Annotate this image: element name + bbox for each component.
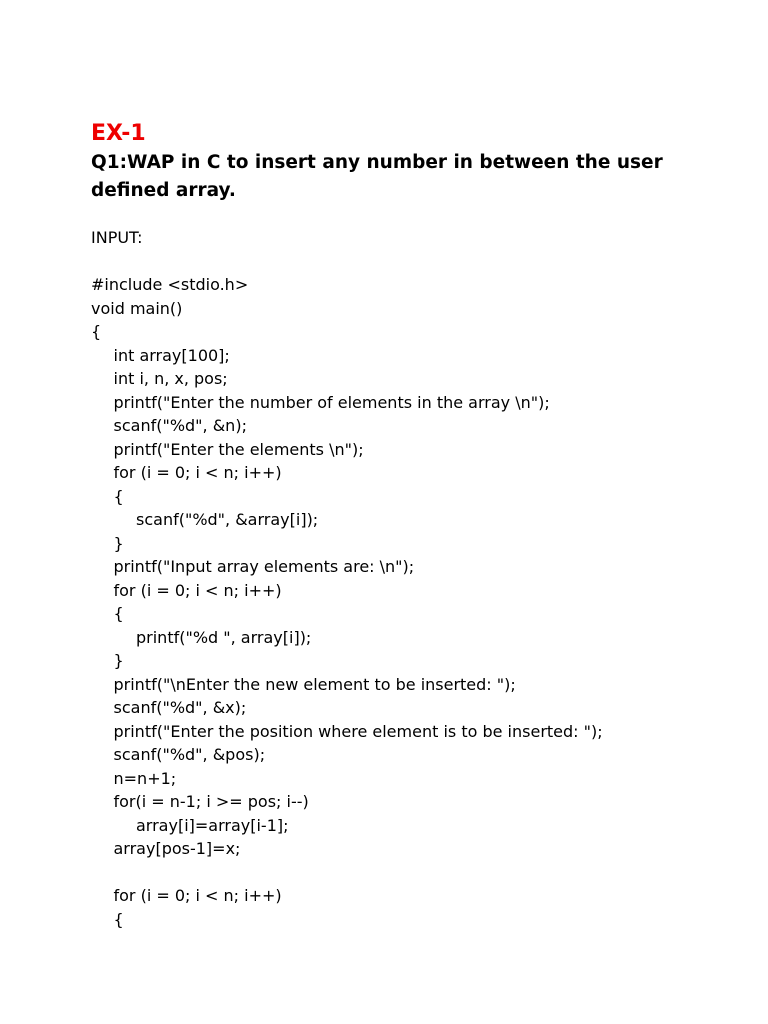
code-line: for(i = n-1; i >= pos; i--) (113, 792, 309, 811)
code-line: { (113, 909, 124, 929)
code-line: { (113, 486, 124, 506)
code-line: for (i = 0; i < n; i++) (113, 580, 282, 600)
input-label: INPUT: (91, 228, 143, 247)
code-line: scanf("%d", &pos); (113, 745, 266, 764)
code-line: } (113, 651, 124, 670)
code-line (91, 861, 603, 885)
code-line: printf("\nEnter the new element to be inserted: "); (113, 674, 516, 694)
code-line: { (113, 604, 124, 623)
code-line: scanf("%d", &array[i]); (136, 510, 319, 529)
code-line: for (i = 0; i < n; i++) (113, 463, 282, 482)
code-line: { (91, 322, 102, 341)
code-line: } (113, 533, 124, 553)
code-line: n=n+1; (113, 768, 177, 788)
code-line: scanf("%d", &n); (113, 416, 247, 435)
code-line: int array[100]; (113, 345, 230, 365)
code-line: for (i = 0; i < n; i++) (113, 886, 282, 905)
code-line: printf("Input array elements are: \n"); (113, 557, 415, 576)
exercise-title: EX-1 (91, 121, 146, 146)
code-line: printf("Enter the position where element is to be inserted: "); (113, 721, 603, 741)
code-line: int i, n, x, pos; (113, 369, 228, 388)
code-line: #include <stdio.h> (91, 275, 249, 294)
code-line: scanf("%d", &x); (113, 698, 247, 717)
code-line: printf("Enter the number of elements in the array \n"); (113, 392, 550, 412)
code-line: array[i]=array[i-1]; (136, 815, 289, 835)
code-line: void main() (91, 298, 183, 318)
question-heading: Q1:WAP in C to insert any number in between the user defined array. (91, 152, 663, 201)
code-line: array[pos-1]=x; (113, 839, 241, 858)
code-line: printf("%d ", array[i]); (136, 627, 312, 647)
code-line: printf("Enter the elements \n"); (113, 439, 364, 459)
code-listing (91, 273, 603, 931)
